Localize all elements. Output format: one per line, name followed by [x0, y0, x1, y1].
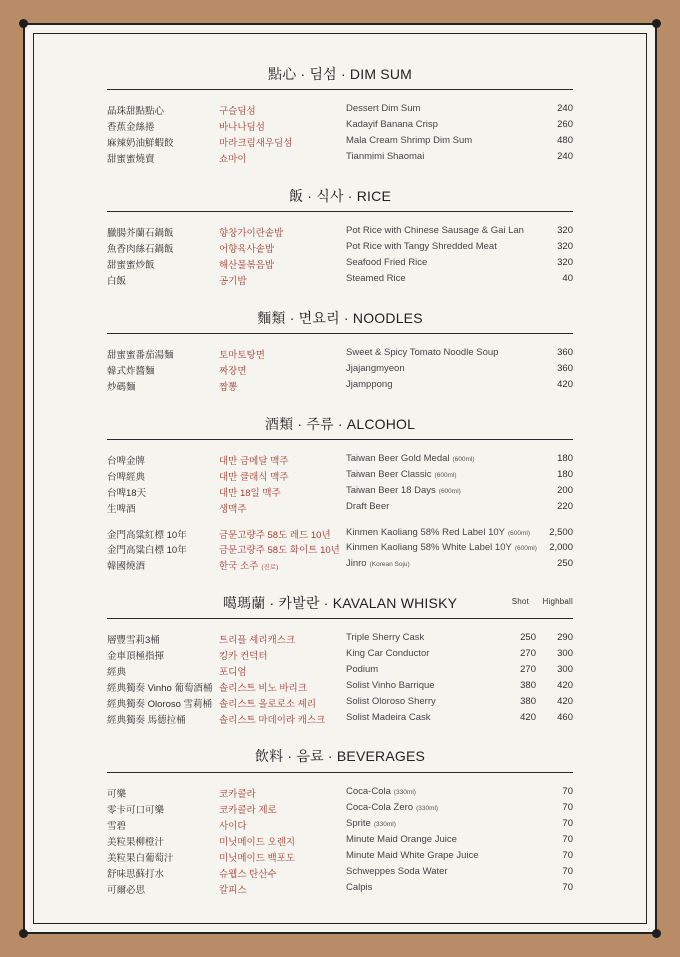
item-name-english-text: Solist Vinho Barrique	[346, 680, 435, 691]
item-name-english-text: Coca-Cola Zero	[346, 802, 414, 813]
item-name-chinese: 層豐雪莉3桶	[107, 635, 160, 646]
item-name-korean	[219, 485, 281, 499]
item-name-korean	[219, 834, 295, 848]
item-name-korean	[219, 866, 277, 880]
item-name-korean-text: 어향육사솥밥	[219, 244, 275, 255]
section-title	[107, 186, 573, 206]
item-name-chinese: 經典獨奏 Vinho 葡萄酒桶	[107, 683, 213, 694]
menu-item	[0, 802, 680, 818]
corner-dot	[19, 19, 28, 28]
section-title-text: 麵類 · 면요리 · NOODLES	[257, 310, 423, 326]
menu-item	[0, 363, 680, 379]
item-name-korean	[219, 542, 340, 556]
item-name-korean	[219, 680, 307, 694]
item-name-korean-text: 해산물볶음밥	[219, 260, 275, 271]
item-name-korean-text: 짜장면	[219, 366, 247, 377]
item-name-korean-text: 대만 18일 맥주	[219, 488, 281, 499]
item-volume-note: (600ml)	[507, 530, 531, 537]
item-price-highball: 300	[557, 664, 573, 675]
item-name-english	[346, 802, 438, 813]
item-name-korean-text: 솔리스트 비노 바리크	[219, 683, 307, 694]
item-name-english-text: Seafood Fried Rice	[346, 257, 428, 268]
section-title-text: 飲料 · 음료 · BEVERAGES	[254, 748, 426, 764]
item-name-korean	[219, 501, 247, 515]
section-title	[107, 414, 573, 434]
item-name-chinese: 金車頂極指揮	[107, 651, 165, 662]
menu-item	[0, 664, 680, 680]
item-volume-note: (600ml)	[452, 456, 475, 463]
item-name-korean-text: 코카콜라 제로	[219, 805, 277, 816]
item-name-english-text: Triple Sherry Cask	[346, 632, 425, 643]
item-name-english-text: Kinmen Kaoliang 58% Red Label 10Y	[346, 527, 505, 538]
column-header-shot: Shot	[511, 597, 529, 606]
item-price: 2,500	[549, 527, 573, 538]
item-name-korean-text: 솔리스트 올로로소 셰리	[219, 699, 317, 710]
item-price: 70	[562, 866, 573, 877]
item-price: 40	[562, 273, 573, 284]
item-name-english	[346, 882, 372, 893]
section-divider	[107, 89, 573, 90]
item-name-korean-text: 미닛메이드 백포도	[219, 853, 296, 864]
item-name-english-text: Sprite	[346, 818, 371, 829]
item-name-chinese: 麻辣奶油鮮蝦餃	[107, 138, 174, 149]
item-name-english	[346, 542, 537, 553]
item-price: 70	[562, 802, 573, 813]
menu-item	[0, 648, 680, 664]
item-name-korean-text: 슈웹스 탄산수	[219, 869, 277, 880]
item-name-english	[346, 866, 448, 877]
item-name-english-text: Taiwan Beer Classic	[346, 469, 432, 480]
menu-item	[0, 103, 680, 119]
item-name-english-text: Sweet & Spicy Tomato Noodle Soup	[346, 347, 499, 358]
item-name-english-text: Dessert Dim Sum	[346, 103, 421, 114]
item-name-english-text: King Car Conductor	[346, 648, 430, 659]
menu-item	[0, 469, 680, 485]
item-name-korean	[219, 225, 283, 239]
item-price: 70	[562, 834, 573, 845]
item-name-english	[346, 818, 396, 829]
menu-item	[0, 712, 680, 728]
item-name-chinese: 台啤18天	[107, 488, 147, 499]
section-divider	[107, 333, 573, 334]
item-name-english-text: Minute Maid Orange Juice	[346, 834, 457, 845]
item-name-english	[346, 273, 406, 284]
item-name-english	[346, 469, 457, 480]
menu-item	[0, 850, 680, 866]
item-name-english-text: Kinmen Kaoliang 58% White Label 10Y	[346, 542, 512, 553]
item-name-english-text: Draft Beer	[346, 501, 390, 512]
item-name-korean	[219, 632, 295, 646]
item-name-korean	[219, 241, 274, 255]
item-name-english	[346, 453, 475, 464]
item-price: 220	[557, 501, 573, 512]
item-name-english	[346, 135, 472, 146]
item-name-english-text: Jjamppong	[346, 379, 393, 390]
item-name-chinese: 美粒果柳橙汁	[107, 837, 165, 848]
item-name-korean	[219, 802, 277, 816]
section-title	[107, 64, 573, 84]
item-name-english	[346, 786, 416, 797]
item-volume-note: (600ml)	[514, 545, 537, 552]
menu-item	[0, 696, 680, 712]
item-name-english-text: Tianmimi Shaomai	[346, 151, 425, 162]
menu-item	[0, 347, 680, 363]
item-name-korean-text: 금문고량주 58도 레드 10년	[219, 530, 331, 541]
menu-item	[0, 680, 680, 696]
menu-item	[0, 818, 680, 834]
item-volume-note: (600ml)	[434, 472, 457, 479]
item-name-english-text: Taiwan Beer Gold Medal	[346, 453, 450, 464]
item-name-korean	[219, 527, 331, 541]
item-price: 250	[557, 558, 573, 569]
item-name-chinese: 甜蜜蜜燒賣	[107, 154, 155, 165]
item-name-korean-text: 금문고량주 58도 화이트 10년	[219, 545, 340, 556]
item-price: 360	[557, 347, 573, 358]
item-name-english-text: Podium	[346, 664, 379, 675]
item-price: 480	[557, 135, 573, 146]
item-price-highball: 300	[557, 648, 573, 659]
item-price: 320	[557, 241, 573, 252]
menu-item	[0, 379, 680, 395]
item-name-english	[346, 363, 405, 374]
item-volume-note: (600ml)	[438, 488, 461, 495]
item-name-english	[346, 225, 524, 236]
item-name-english-text: Calpis	[346, 882, 373, 893]
item-price: 360	[557, 363, 573, 374]
menu-item	[0, 558, 680, 574]
item-name-chinese: 臘腸芥蘭石鍋飯	[107, 228, 174, 239]
item-name-english-text: Jinro	[346, 558, 367, 569]
item-price: 240	[557, 103, 573, 114]
menu-item	[0, 273, 680, 289]
item-name-korean-text: 마라크림새우딤섬	[219, 138, 293, 149]
corner-dot	[19, 929, 28, 938]
item-name-english-text: Pot Rice with Chinese Sausage & Gai Lan	[346, 225, 524, 236]
item-price: 70	[562, 786, 573, 797]
item-name-chinese: 可爾必思	[107, 885, 146, 896]
item-name-korean	[219, 379, 237, 393]
item-name-english-text: Steamed Rice	[346, 273, 406, 284]
item-name-korean-text: 바나나딤섬	[219, 122, 265, 133]
item-name-chinese: 晶珠甜點點心	[107, 106, 165, 117]
item-price-shot: 420	[520, 712, 536, 723]
menu-item	[0, 453, 680, 469]
item-name-korean-text: 한국 소주	[219, 561, 259, 572]
item-name-korean	[219, 648, 268, 662]
item-name-chinese: 魚香肉絲石鍋飯	[107, 244, 174, 255]
item-price: 200	[557, 485, 573, 496]
item-name-korean-text: 솔리스트 마데이라 캐스크	[219, 715, 326, 726]
item-name-chinese: 零卡可口可樂	[107, 805, 165, 816]
item-name-korean-text: 포디엄	[219, 667, 247, 678]
item-name-korean	[219, 135, 292, 149]
item-name-chinese: 經典	[107, 667, 127, 678]
item-name-chinese: 台啤經典	[107, 472, 146, 483]
item-name-chinese: 白飯	[107, 276, 127, 287]
item-name-korean	[219, 273, 247, 287]
item-price-shot: 270	[520, 648, 536, 659]
item-name-english-text: Schweppes Soda Water	[346, 866, 448, 877]
item-name-korean-text: 킹카 컨덕터	[219, 651, 268, 662]
item-name-english-text: Kadayif Banana Crisp	[346, 119, 438, 130]
item-name-chinese: 韓國燒酒	[107, 561, 146, 572]
item-volume-note: (330ml)	[373, 821, 396, 828]
item-name-english	[346, 664, 378, 675]
section-divider	[107, 772, 573, 773]
item-name-english	[346, 103, 420, 114]
item-name-korean	[219, 882, 247, 896]
item-name-korean	[219, 558, 278, 572]
item-price-shot: 380	[520, 680, 536, 691]
item-name-korean-text: 미닛메이드 오렌지	[219, 837, 296, 848]
item-price: 260	[557, 119, 573, 130]
item-price: 320	[557, 225, 573, 236]
item-name-english	[346, 648, 429, 659]
item-price-shot: 270	[520, 664, 536, 675]
item-name-chinese: 舒味思蘇打水	[107, 869, 165, 880]
item-name-korean-text: 대만 클래식 맥주	[219, 472, 289, 483]
item-name-korean	[219, 347, 265, 361]
item-name-chinese: 香蕉金絲捲	[107, 122, 155, 133]
item-price-highball: 420	[557, 680, 573, 691]
menu-item	[0, 542, 680, 558]
menu-item	[0, 527, 680, 543]
menu-item	[0, 119, 680, 135]
item-price: 180	[557, 469, 573, 480]
item-volume-note: (330ml)	[393, 789, 416, 796]
item-name-english	[346, 257, 427, 268]
item-name-korean	[219, 664, 247, 678]
item-name-korean	[219, 103, 256, 117]
corner-dot	[652, 19, 661, 28]
item-price-shot: 250	[520, 632, 536, 643]
item-name-korean-text: 코카콜라	[219, 789, 256, 800]
item-name-chinese: 經典獨奏 馬德拉桶	[107, 715, 186, 726]
item-name-chinese: 經典獨奏 Oloroso 雪莉桶	[107, 699, 213, 710]
item-name-english	[346, 151, 424, 162]
item-name-chinese: 金門高粱白標 10年	[107, 545, 187, 556]
section-title-text: 酒類 · 주류 · ALCOHOL	[264, 416, 416, 432]
item-price-shot: 380	[520, 696, 536, 707]
section-title	[107, 593, 573, 613]
item-name-english	[346, 696, 436, 707]
item-name-chinese: 金門高粱紅標 10年	[107, 530, 187, 541]
section-title-text: 噶瑪蘭 · 카발란 · KAVALAN WHISKY	[222, 595, 458, 611]
item-name-korean	[219, 363, 247, 377]
item-price: 180	[557, 453, 573, 464]
item-name-chinese: 生啤酒	[107, 504, 136, 515]
item-name-chinese: 炒碼麵	[107, 382, 136, 393]
item-name-korean	[219, 696, 316, 710]
item-name-english	[346, 632, 424, 643]
item-name-english	[346, 347, 498, 358]
item-name-english	[346, 379, 392, 390]
item-name-korean-text: 향창가이란솥밥	[219, 228, 284, 239]
item-name-english	[346, 501, 389, 512]
menu-item	[0, 834, 680, 850]
menu-item	[0, 882, 680, 898]
item-name-english-text: Minute Maid White Grape Juice	[346, 850, 479, 861]
item-name-english-text: Solist Oloroso Sherry	[346, 696, 436, 707]
section-divider	[107, 439, 573, 440]
item-volume-note: (330ml)	[416, 805, 439, 812]
item-name-chinese: 台啤金牌	[107, 456, 146, 467]
item-price: 320	[557, 257, 573, 268]
item-name-english-text: Mala Cream Shrimp Dim Sum	[346, 135, 473, 146]
item-price: 240	[557, 151, 573, 162]
item-name-english-text: Taiwan Beer 18 Days	[346, 485, 436, 496]
item-name-chinese: 可樂	[107, 789, 127, 800]
item-volume-note: (Korean Soju)	[369, 561, 410, 568]
item-name-english	[346, 119, 438, 130]
item-name-english	[346, 241, 497, 252]
item-name-chinese: 甜蜜蜜炒飯	[107, 260, 155, 271]
menu-item	[0, 485, 680, 501]
item-name-english-text: Pot Rice with Tangy Shredded Meat	[346, 241, 497, 252]
item-name-korean	[219, 786, 256, 800]
item-name-korean-text: 짬뽕	[219, 382, 238, 393]
item-name-korean-text: 칼피스	[219, 885, 247, 896]
item-name-english	[346, 527, 530, 538]
section-divider	[107, 618, 573, 619]
item-name-korean-text: 생맥주	[219, 504, 247, 515]
item-name-korean-text: 공기밥	[219, 276, 247, 287]
menu-item	[0, 632, 680, 648]
item-name-english-text: Solist Madeira Cask	[346, 712, 431, 723]
item-name-english	[346, 850, 479, 861]
item-name-english	[346, 485, 461, 496]
item-korean-note: (진로)	[261, 564, 279, 571]
section-title-text: 點心 · 딤섬 · DIM SUM	[268, 66, 412, 82]
item-price: 2,000	[549, 542, 573, 553]
item-name-korean-text: 트리플 셰리캐스크	[219, 635, 296, 646]
item-name-english	[346, 834, 457, 845]
item-name-korean	[219, 119, 265, 133]
item-price: 420	[557, 379, 573, 390]
item-name-korean	[219, 850, 295, 864]
item-name-korean-text: 사이다	[219, 821, 247, 832]
item-name-korean	[219, 151, 247, 165]
item-name-korean	[219, 453, 289, 467]
menu-item	[0, 225, 680, 241]
item-name-chinese: 韓式炸醬麵	[107, 366, 155, 377]
item-name-korean	[219, 712, 325, 726]
item-price-highball: 460	[557, 712, 573, 723]
column-header-highball: Highball	[542, 597, 573, 606]
item-name-korean	[219, 818, 247, 832]
item-name-korean	[219, 257, 274, 271]
menu-item	[0, 866, 680, 882]
item-name-chinese: 美粒果白葡萄汁	[107, 853, 174, 864]
item-price-highball: 420	[557, 696, 573, 707]
menu-item	[0, 257, 680, 273]
item-name-english-text: Jjajangmyeon	[346, 363, 405, 374]
item-price-highball: 290	[557, 632, 573, 643]
item-price: 70	[562, 882, 573, 893]
item-name-chinese: 雪碧	[107, 821, 127, 832]
item-name-korean-text: 쇼마이	[219, 154, 247, 165]
item-name-korean	[219, 469, 289, 483]
menu-item	[0, 135, 680, 151]
section-title	[107, 308, 573, 328]
item-name-english-text: Coca-Cola	[346, 786, 391, 797]
section-divider	[107, 211, 573, 212]
item-name-korean-text: 구슬딤섬	[219, 106, 256, 117]
item-price: 70	[562, 850, 573, 861]
item-name-english	[346, 558, 410, 569]
item-name-chinese: 甜蜜蜜番茄湯麵	[107, 350, 174, 361]
corner-dot	[652, 929, 661, 938]
menu-item	[0, 501, 680, 517]
item-name-korean-text: 대만 금메달 맥주	[219, 456, 289, 467]
menu-item	[0, 786, 680, 802]
menu-item	[0, 151, 680, 167]
section-title-text: 飯 · 식사 · RICE	[289, 188, 391, 204]
item-name-english	[346, 680, 435, 691]
item-name-english	[346, 712, 430, 723]
menu-item	[0, 241, 680, 257]
item-name-korean-text: 토마토탕면	[219, 350, 265, 361]
item-price: 70	[562, 818, 573, 829]
section-title	[107, 746, 573, 766]
